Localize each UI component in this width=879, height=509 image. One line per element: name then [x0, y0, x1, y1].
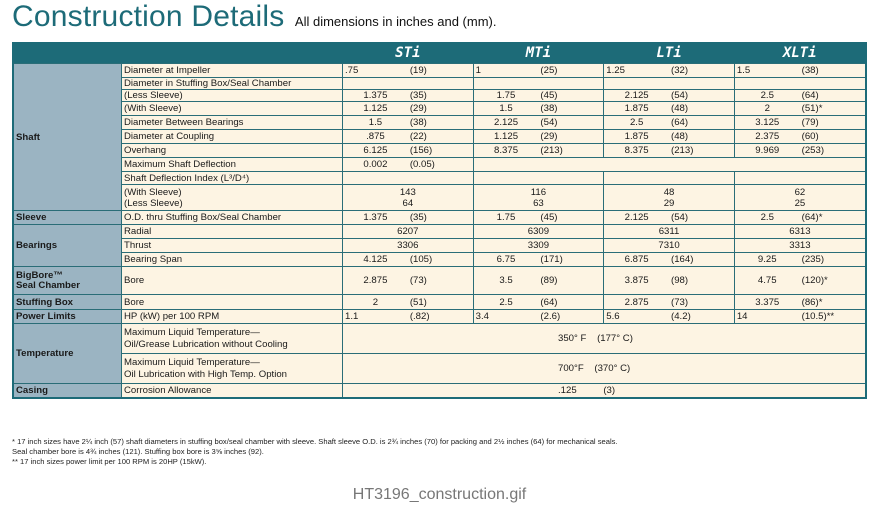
col-mti: MTi: [473, 43, 604, 64]
category-shaft: Shaft: [13, 64, 122, 211]
table-row: [13, 384, 866, 398]
cell: (51): [408, 295, 473, 310]
cell: 2.875: [604, 295, 669, 310]
cell: 1: [473, 64, 538, 78]
cell: (35): [408, 90, 473, 102]
table-row: [13, 354, 866, 384]
row-label: [122, 324, 343, 354]
cell: 2.375: [734, 130, 799, 144]
row-label-line: Oil Lubrication with High Temp. Option: [124, 368, 287, 380]
footnote: * 17 inch sizes have 2¼ inch (57) shaft diameters in stuffing box/seal chamber with sleeve. Shaft sleeve O.D. is 2¾ inches (70) for packing and 2½ inches (64) for mechanical seals.: [12, 437, 618, 446]
cell: (10.5)**: [800, 310, 866, 324]
cell: 3.4: [473, 310, 538, 324]
cell: 2.125: [604, 90, 669, 102]
cell: 4.75: [734, 267, 799, 295]
table-row: [13, 64, 866, 78]
cell: .75: [343, 64, 408, 78]
cell: (19): [408, 64, 473, 78]
row-label-line: Oil/Grease Lubrication without Cooling: [124, 338, 288, 350]
cell: 62 25: [734, 185, 866, 211]
row-label-line: Maximum Liquid Temperature—: [124, 326, 260, 338]
cell: .875: [343, 130, 408, 144]
row-label: Diameter at Coupling: [122, 130, 343, 144]
cell: 2: [734, 102, 799, 116]
cell: (98): [669, 267, 734, 295]
table-row: [13, 295, 866, 310]
row-label: Bore: [122, 295, 343, 310]
cell: (32): [669, 64, 734, 78]
cell: 2.125: [473, 116, 538, 130]
row-label: Diameter in Stuffing Box/Seal Chamber: [122, 78, 343, 90]
cell: (120)*: [800, 267, 866, 295]
cell: (60): [800, 130, 866, 144]
category-bearings: Bearings: [13, 225, 122, 267]
cell: (64): [800, 90, 866, 102]
cell: 1.1: [343, 310, 408, 324]
header: [12, 0, 496, 34]
table-row: [13, 211, 866, 225]
cell: (45): [538, 90, 603, 102]
cell: (73): [408, 267, 473, 295]
cell: (4.2): [669, 310, 734, 324]
col-xlti: XLTi: [734, 43, 866, 64]
row-label: Diameter at Impeller: [122, 64, 343, 78]
cell: (235): [800, 253, 866, 267]
category-bigbore: [13, 267, 122, 295]
construction-table: [12, 42, 867, 399]
cell: (22): [408, 130, 473, 144]
table-row: [13, 130, 866, 144]
row-label: Bore: [122, 267, 343, 295]
category-label: BigBore™: [16, 269, 63, 281]
cell: (156): [408, 144, 473, 158]
category-casing: Casing: [13, 384, 122, 398]
cell: 2: [343, 295, 408, 310]
cell: (48): [669, 102, 734, 116]
row-label: [122, 185, 343, 211]
page-title: Construction Details: [12, 0, 285, 33]
cell: (79): [800, 116, 866, 130]
cell: (64)*: [800, 211, 866, 225]
cell: 1.875: [604, 102, 669, 116]
row-label: (Less Sleeve): [122, 90, 343, 102]
row-label: [122, 354, 343, 384]
row-label-line: Maximum Liquid Temperature—: [124, 356, 260, 368]
cell: 6207: [343, 225, 474, 239]
cell: 1.75: [473, 90, 538, 102]
cell: 6311: [604, 225, 735, 239]
cell: (2.6): [538, 310, 603, 324]
category-temperature: Temperature: [13, 324, 122, 384]
cell: 1.5: [734, 64, 799, 78]
cell: 2.5: [604, 116, 669, 130]
cell: 1.125: [473, 130, 538, 144]
cell: (.82): [408, 310, 473, 324]
cell: 1.75: [473, 211, 538, 225]
row-label: Maximum Shaft Deflection: [122, 158, 343, 172]
table-row: [13, 78, 866, 90]
cell: (38): [408, 116, 473, 130]
category-sleeve: Sleeve: [13, 211, 122, 225]
cell: 6309: [473, 225, 604, 239]
cell: 1.25: [604, 64, 669, 78]
table-row: [13, 225, 866, 239]
cell: 9.25: [734, 253, 799, 267]
table-row: [13, 90, 866, 102]
row-label: (With Sleeve): [124, 186, 182, 198]
col-lti: LTi: [604, 43, 735, 64]
cell: (35): [408, 211, 473, 225]
cell: 2.5: [734, 90, 799, 102]
cell: 3313: [734, 239, 866, 253]
cell: 8.375: [473, 144, 538, 158]
cell: 2.5: [473, 295, 538, 310]
cell: 2.125: [604, 211, 669, 225]
cell: 1.375: [343, 90, 408, 102]
cell: 3306: [343, 239, 474, 253]
cell: (38): [538, 102, 603, 116]
cell: 1.875: [604, 130, 669, 144]
cell: 2.5: [734, 211, 799, 225]
cell: (54): [538, 116, 603, 130]
cell: 700°F (370° C): [343, 354, 866, 384]
cell: 9.969: [734, 144, 799, 158]
cell: (25): [538, 64, 603, 78]
cell: 1.5: [473, 102, 538, 116]
row-label: Corrosion Allowance: [122, 384, 343, 398]
row-label: (Less Sleeve): [124, 197, 183, 209]
image-filename-caption: HT3196_construction.gif: [352, 486, 527, 503]
row-label: Shaft Deflection Index (L³/D⁴): [122, 172, 343, 185]
table-row: [13, 102, 866, 116]
cell: 1.125: [343, 102, 408, 116]
category-label: Seal Chamber: [16, 279, 80, 291]
row-label: Bearing Span: [122, 253, 343, 267]
table-row: [13, 310, 866, 324]
row-label: O.D. thru Stuffing Box/Seal Chamber: [122, 211, 343, 225]
cell: (213): [538, 144, 603, 158]
table-row: [13, 324, 866, 354]
cell: 143 64: [343, 185, 474, 211]
table-row: [13, 185, 866, 211]
cell: 116 63: [473, 185, 604, 211]
cell: 6313: [734, 225, 866, 239]
cell: (64): [669, 116, 734, 130]
row-label: Overhang: [122, 144, 343, 158]
col-sti: STi: [343, 43, 474, 64]
cell: (45): [538, 211, 603, 225]
category-stuffing-box: Stuffing Box: [13, 295, 122, 310]
row-label: Radial: [122, 225, 343, 239]
cell: 3.125: [734, 116, 799, 130]
cell: 4.125: [343, 253, 408, 267]
cell: 1.5: [343, 116, 408, 130]
footnotes: [12, 437, 618, 467]
cell: .125 (3): [343, 384, 866, 398]
table-row: [13, 239, 866, 253]
table-row: [13, 116, 866, 130]
cell: 5.6: [604, 310, 669, 324]
cell: 14: [734, 310, 799, 324]
cell: (51)*: [800, 102, 866, 116]
cell: 6.75: [473, 253, 538, 267]
cell: (89): [538, 267, 603, 295]
footnote: Seal chamber bore is 4¾ inches (121). Stuffing box bore is 3⅝ inches (92).: [12, 447, 264, 456]
cell: (0.05): [408, 158, 473, 172]
row-label: (With Sleeve): [122, 102, 343, 116]
cell: (29): [538, 130, 603, 144]
cell: 1.375: [343, 211, 408, 225]
cell: 0.002: [343, 158, 408, 172]
cell: (253): [800, 144, 866, 158]
cell: (171): [538, 253, 603, 267]
cell: (164): [669, 253, 734, 267]
cell: (213): [669, 144, 734, 158]
cell: (38): [800, 64, 866, 78]
header-blank: [13, 43, 343, 64]
page-subtitle: All dimensions in inches and (mm).: [294, 14, 497, 29]
cell: 7310: [604, 239, 735, 253]
table-row: [13, 172, 866, 185]
cell: (54): [669, 211, 734, 225]
table-row: [13, 267, 866, 295]
cell: (105): [408, 253, 473, 267]
cell: 6.125: [343, 144, 408, 158]
row-label: Thrust: [122, 239, 343, 253]
cell: 8.375: [604, 144, 669, 158]
cell: 48 29: [604, 185, 735, 211]
cell: (48): [669, 130, 734, 144]
table-row: [13, 253, 866, 267]
cell: 3.375: [734, 295, 799, 310]
row-label: HP (kW) per 100 RPM: [122, 310, 343, 324]
cell: 6.875: [604, 253, 669, 267]
row-label: Diameter Between Bearings: [122, 116, 343, 130]
table-row: [13, 144, 866, 158]
column-header-row: [13, 43, 866, 64]
cell: (64): [538, 295, 603, 310]
cell: 350° F (177° C): [343, 324, 866, 354]
table-row: [13, 158, 866, 172]
cell: 3.875: [604, 267, 669, 295]
footnote: ** 17 inch sizes power limit per 100 RPM is 20HP (15kW).: [12, 457, 207, 466]
cell: (86)*: [800, 295, 866, 310]
category-power-limits: Power Limits: [13, 310, 122, 324]
cell: 3309: [473, 239, 604, 253]
cell: 2.875: [343, 267, 408, 295]
cell: (73): [669, 295, 734, 310]
cell: 3.5: [473, 267, 538, 295]
cell: (54): [669, 90, 734, 102]
cell: (29): [408, 102, 473, 116]
